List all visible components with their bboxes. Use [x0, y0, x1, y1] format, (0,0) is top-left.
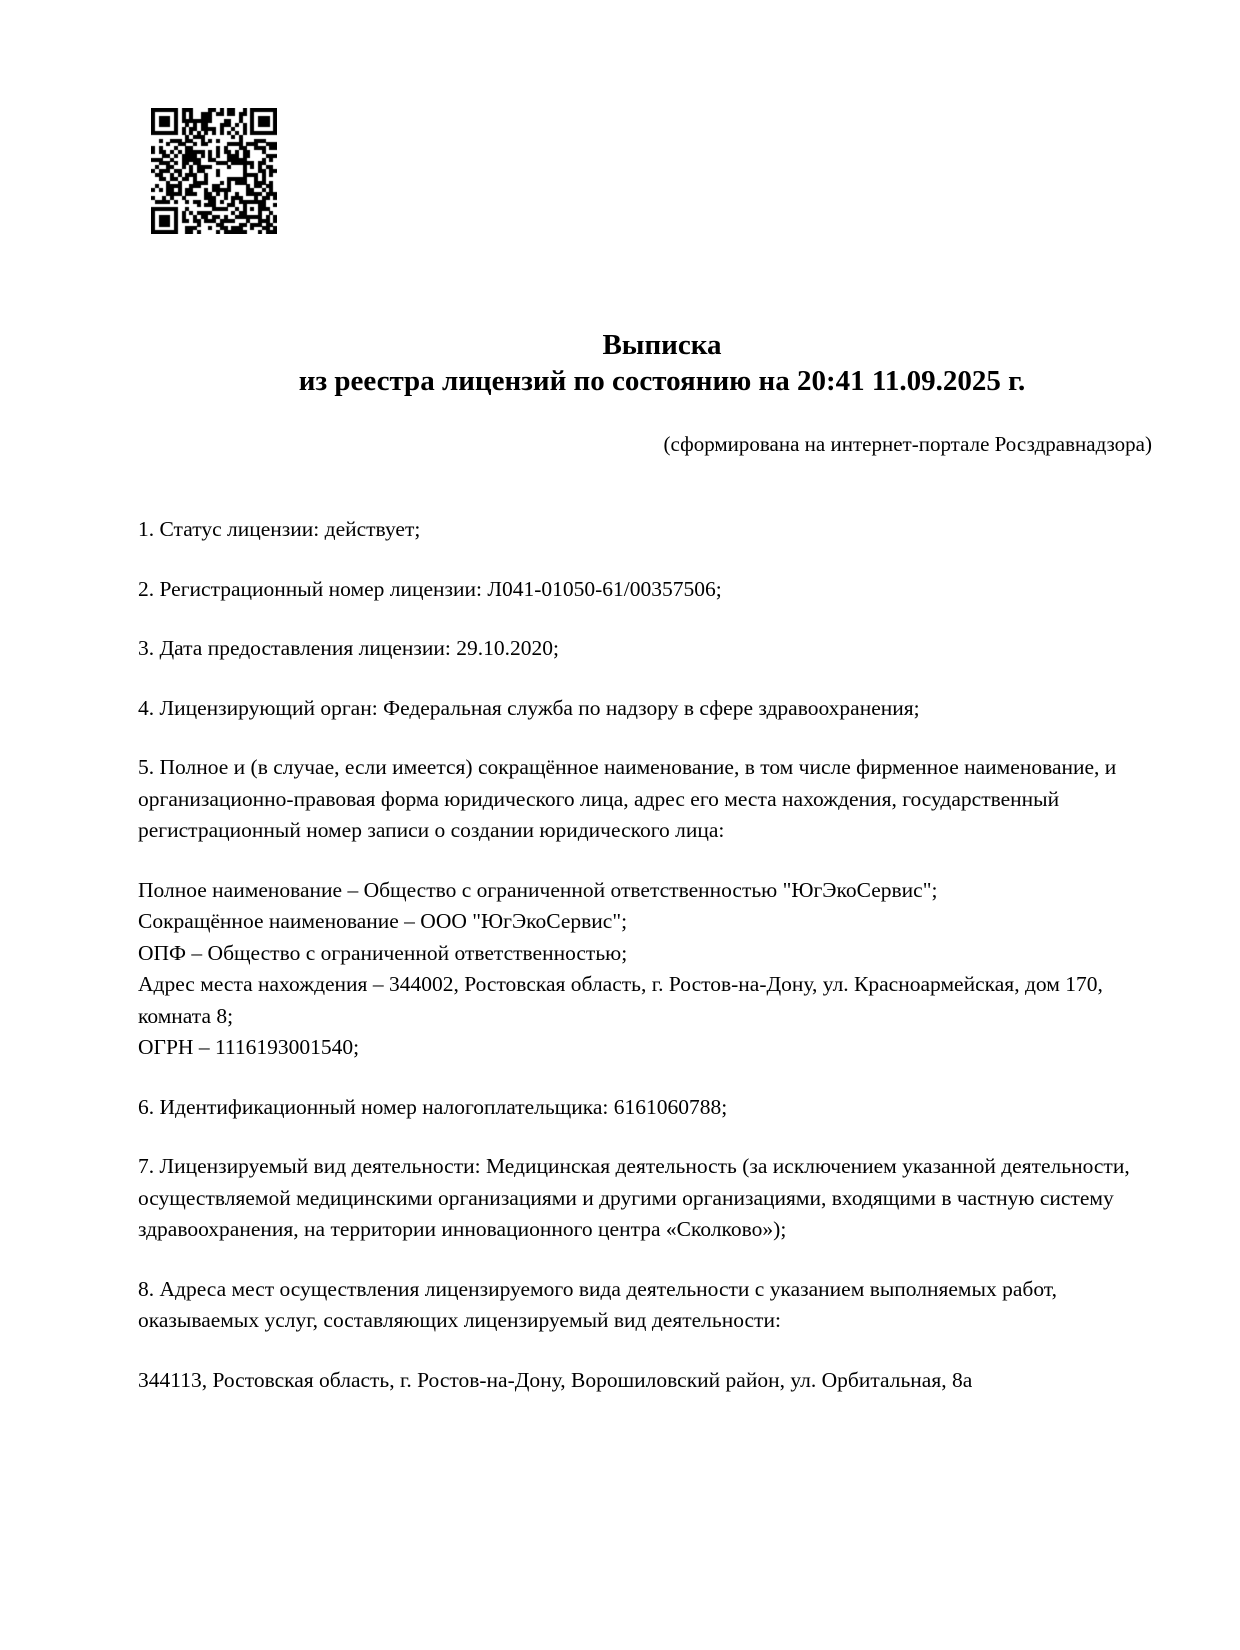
document-body [138, 514, 1142, 1396]
paragraph-licensing-authority: 4. Лицензирующий орган: Федеральная служба по надзору в сфере здравоохранения; [138, 695, 920, 720]
paragraph-inn: 6. Идентификационный номер налогоплательщика: 6161060788; [138, 1094, 728, 1119]
title-line-2: из реестра лицензий по состоянию на 20:41 11.09.2025 г. [298, 365, 1026, 397]
org-legal-form-line: ОПФ – Общество с ограниченной ответственностью; [138, 940, 628, 965]
paragraph-addresses-intro: 8. Адреса мест осуществления лицензируемого вида деятельности с указанием выполняемых работ, оказываемых услуг, составляющих лицензируемый вид деятельности: [138, 1276, 1057, 1332]
org-address-line: Адрес места нахождения – 344002, Ростовская область, г. Ростов-на-Дону, ул. Красноармейская, дом 170, комната 8; [138, 972, 1103, 1028]
paragraph-activity-type: 7. Лицензируемый вид деятельности: Медицинская деятельность (за исключением указанной деятельности, осуществляемой медицинскими организациями и другими организациями, входящими в частную систему здравоохранения, на территории инновационного центра «Сколково»); [138, 1154, 1130, 1241]
title-line-1: Выписка [602, 329, 722, 361]
organization-details-block [138, 875, 1142, 1064]
paragraph-activity-address: 344113, Ростовская область, г. Ростов-на-Дону, Ворошиловский район, ул. Орбитальная, 8а [138, 1367, 973, 1392]
org-ogrn-line: ОГРН – 1116193001540; [138, 1035, 360, 1059]
org-full-name-line: Полное наименование – Общество с ограниченной ответственностью "ЮгЭкоСервис"; [138, 877, 938, 902]
document-subtitle: (сформирована на интернет-портале Росздравнадзора) [663, 432, 1152, 456]
paragraph-license-status: 1. Статус лицензии: действует; [138, 517, 421, 541]
paragraph-name-intro: 5. Полное и (в случае, если имеется) сокращённое наименование, в том числе фирменное наименование, и организационно-правовая форма юридического лица, адрес его места нахождения, государственный регистрационный номер записи о создании юридического лица: [138, 755, 1117, 842]
document-title [138, 327, 1186, 399]
org-short-name-line: Сокращённое наименование – ООО "ЮгЭкоСервис"; [138, 909, 628, 933]
paragraph-registration-number: 2. Регистрационный номер лицензии: Л041-01050-61/00357506; [138, 576, 722, 601]
paragraph-grant-date: 3. Дата предоставления лицензии: 29.10.2020; [138, 636, 559, 660]
qr-code [151, 108, 277, 234]
